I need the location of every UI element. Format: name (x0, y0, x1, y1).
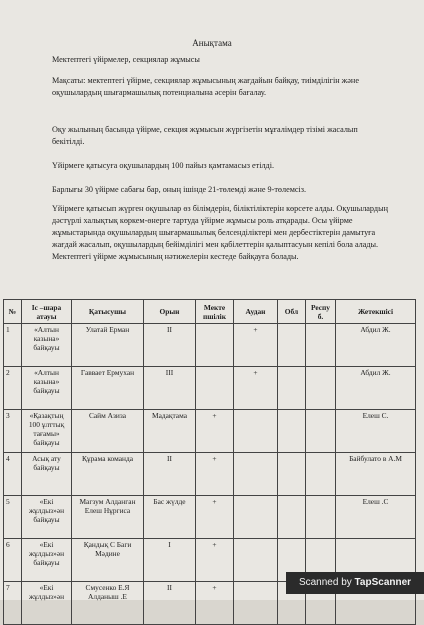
cell-supervisor: Байбулато в А.М (336, 453, 416, 496)
cell-district (234, 539, 278, 582)
cell-school (196, 324, 234, 367)
cell-place: II (144, 324, 196, 367)
cell-region (278, 324, 306, 367)
cell-region (278, 410, 306, 453)
table-row (4, 367, 416, 410)
cell-district: + (234, 367, 278, 410)
cell-place: I (144, 539, 196, 582)
cell-school: + (196, 582, 234, 625)
cell-event: Асық ату байқауы (22, 453, 72, 496)
cell-school: + (196, 410, 234, 453)
cell-participant: Смусенко Е.Я Алданыш .Е (72, 582, 144, 625)
cell-republic (306, 453, 336, 496)
cell-school: + (196, 496, 234, 539)
cell-supervisor: Абдил Ж. (336, 324, 416, 367)
cell-region (278, 453, 306, 496)
paragraph-coverage: Үйірмеге қатысуға оқушылардың 100 пайыз қамтамасыз етілді. (52, 161, 275, 170)
cell-place: Бас жүлде (144, 496, 196, 539)
header-cell: Аудан (234, 300, 278, 324)
scanner-watermark-badge (286, 572, 424, 594)
cell-supervisor: Елеш .С (336, 496, 416, 539)
cell-number: 6 (4, 539, 22, 582)
cell-region (278, 367, 306, 410)
cell-event: «Екі жұлдыз»ән байқауы (22, 539, 72, 582)
cell-participant: Қандық С Баги Мәдине (72, 539, 144, 582)
cell-republic (306, 367, 336, 410)
cell-republic (306, 324, 336, 367)
table-row (4, 453, 416, 496)
cell-participant: Сайм Азиза (72, 410, 144, 453)
cell-republic (306, 496, 336, 539)
cell-supervisor: Елеш С. (336, 410, 416, 453)
cell-number: 4 (4, 453, 22, 496)
cell-district (234, 453, 278, 496)
paragraph-goal: Мақсаты: мектептегі үйірме, секциялар жұмысының жағдайын байқау, тиімділігін және оқушылардың шығармашылық потенциалына әсерін бағалау. (52, 76, 359, 97)
cell-supervisor: Абдил Ж. (336, 367, 416, 410)
cell-school: + (196, 539, 234, 582)
cell-number: 7 (4, 582, 22, 625)
cell-number: 1 (4, 324, 22, 367)
cell-event: «Алтын казына» байқауы (22, 324, 72, 367)
cell-number: 3 (4, 410, 22, 453)
cell-region (278, 496, 306, 539)
scanner-brand: TapScanner (354, 577, 412, 588)
cell-district (234, 582, 278, 625)
cell-number: 5 (4, 496, 22, 539)
cell-number: 2 (4, 367, 22, 410)
cell-district (234, 496, 278, 539)
cell-participant: Улатай Ерман (72, 324, 144, 367)
header-cell: № (4, 300, 22, 324)
cell-district: + (234, 324, 278, 367)
header-cell: Іс –шара атауы (22, 300, 72, 324)
table-row (4, 324, 416, 367)
cell-participant: Магзум Алданган Елеш Нұргиса (72, 496, 144, 539)
cell-place: II (144, 453, 196, 496)
header-cell: Жетекшісі (336, 300, 416, 324)
header-cell: Мекте пшілік (196, 300, 234, 324)
paragraph-total: Барлығы 30 үйірме сабағы бар, оның ішінде 21-төлемді және 9-төлемсіз. (52, 185, 307, 194)
header-cell: Обл (278, 300, 306, 324)
cell-school: + (196, 453, 234, 496)
paragraph-results: Үйірмеге қатысып жүрген оқушылар өз білімдерін, біліктіліктерін көрсете алды. Оқушылардың дәстүрлі халықтық көркем-өнерге тартуда үйірме жұмысы роль атқарады. Осы үйірме жұмыстарында оқушылардың шығармашылық белсенділіктері мен дербестіктерін дамытуға жағдай жасалып, оқушылардың бейімділігі мен қабілеттерін қалыптасуын кепілі бола алады. Мектептегі үйірме жұмысының нәтижелерін кестеде байқауға болады. (52, 204, 388, 261)
cell-place: III (144, 367, 196, 410)
cell-district (234, 410, 278, 453)
header-cell: Респу б. (306, 300, 336, 324)
cell-event: «Екі жұлдыз»ән байқауы (22, 496, 72, 539)
cell-event: «Екі жұлдыз»ән (22, 582, 72, 625)
cell-republic (306, 410, 336, 453)
cell-place: Мадақтама (144, 410, 196, 453)
cell-event: «Алтын казына» байқауы (22, 367, 72, 410)
cell-place: II (144, 582, 196, 625)
paragraph-teachers: Оқу жылының басында үйірме, секция жұмысын жүргізетін мұғалімдер тізімі жасалып бекітілді. (52, 125, 358, 146)
table-row (4, 496, 416, 539)
cell-participant: Құрама команда (72, 453, 144, 496)
table-row (4, 410, 416, 453)
paragraph-subtitle: Мектептегі үйірмелер, секциялар жұмысы (52, 55, 200, 64)
table-header-row (4, 300, 416, 324)
header-cell: Қатысушы (72, 300, 144, 324)
cell-event: «Қазақтың 100 ұлттық тағамы» байқауы (22, 410, 72, 453)
header-cell: Орын (144, 300, 196, 324)
cell-participant: Гаввает Ермухан (72, 367, 144, 410)
document-title: Анықтама (192, 38, 232, 48)
scanner-prefix: Scanned by (298, 577, 355, 588)
cell-school (196, 367, 234, 410)
